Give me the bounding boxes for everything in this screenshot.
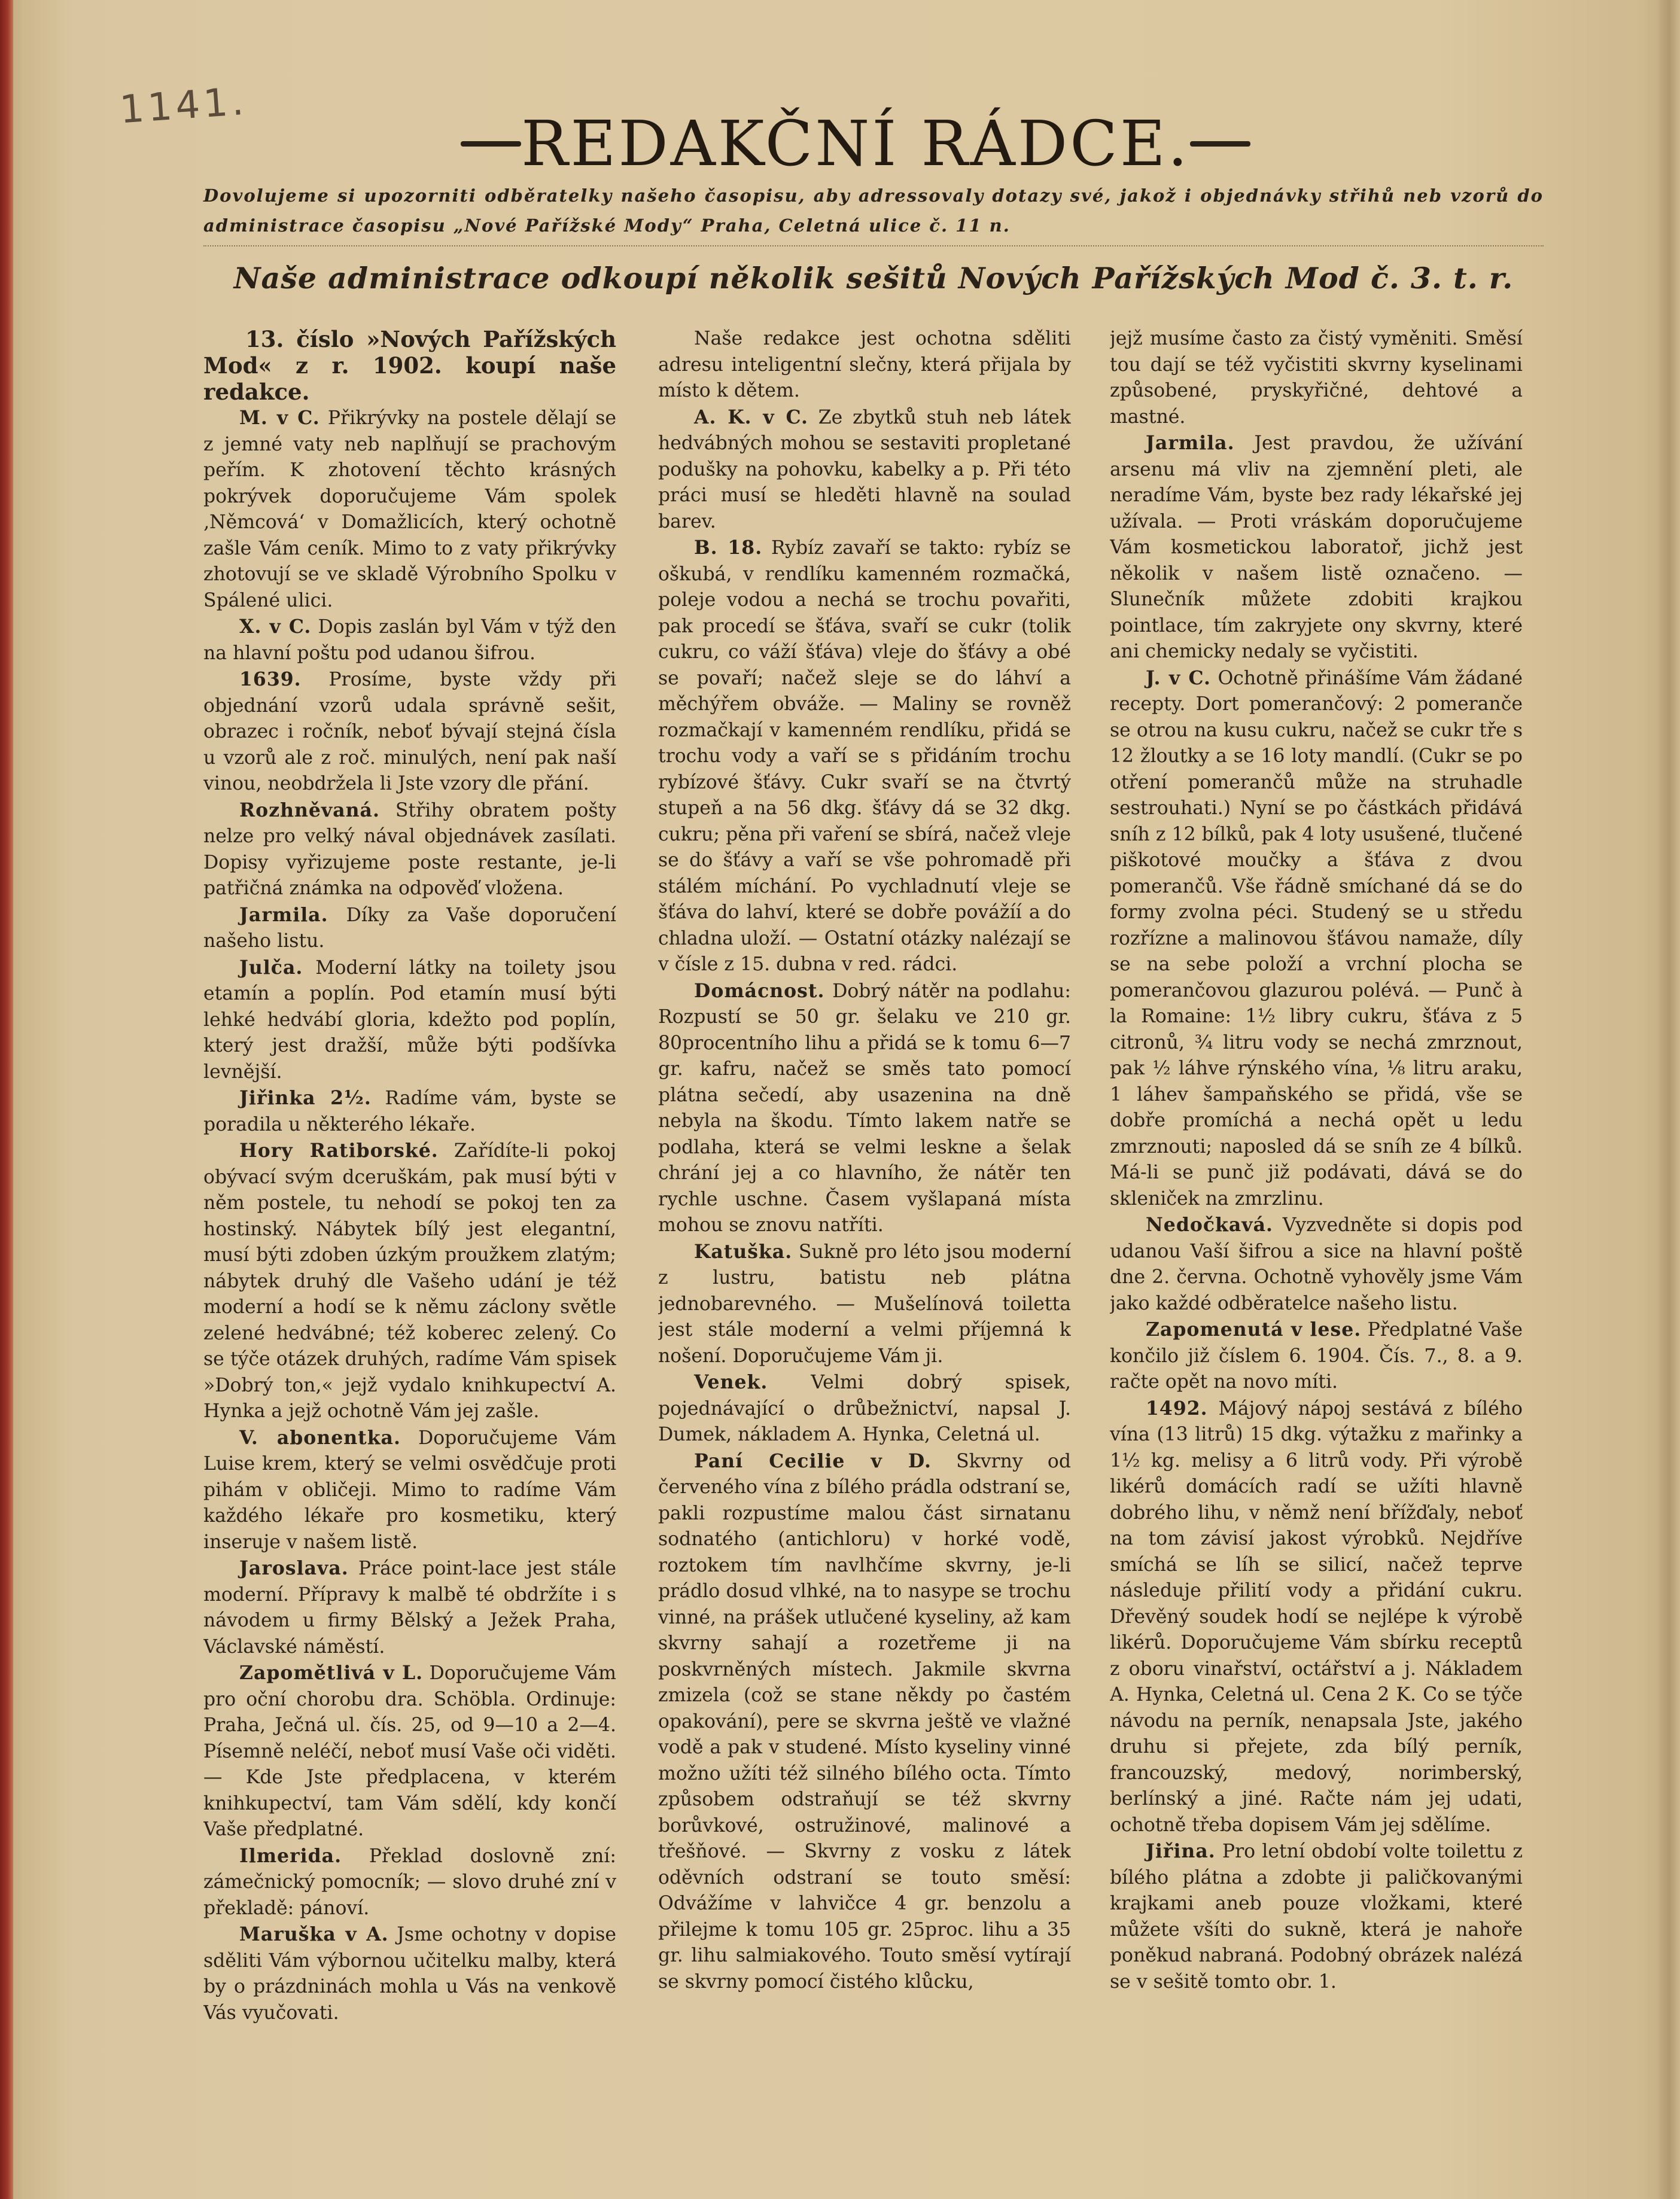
entry-text: Rybíz zavaří se takto: rybíz se oškubá, v rendlíku kamenném rozmačká, poleje vodou a nechá se trochu povařiti, pak procedí se šťáva, svaří se cukr (tolik cukru, co váží šťáva) vleje do šťávy a obé se povaří; načež sleje se do láhví a měchýřem obváže. — Maliny se rovněž rozmačkají v kamenném rendlíku, přidá se trochu vody a vaří se s přidáním trochu rybízové šťávy. Cukr svaří se na čtvrtý stupeň a na 56 dkg. šťávy dá se 32 dkg. cukru; pěna při vaření se sbírá, načež vleje se do šťávy a vaří se vše pohromadě při stálém míchání. Po vychladnutí vleje se šťáva do lahví, které se dobře povážíí a do chladna uloží. — Ostatní otázky nalézají se v čísle z 15. dubna v red. rádci. bbox=[658, 537, 1071, 975]
page-title: REDAKČNÍ RÁDCE. bbox=[521, 107, 1190, 180]
column-3 bbox=[1110, 326, 1523, 2139]
entry-text: Moderní látky na toilety jsou etamín a poplín. Pod etamín musí býti lehké hedvábí gloria, kdežto pod poplín, který jest dražší, může býti podšívka levnější. bbox=[203, 957, 616, 1083]
entry-text: Dobrý nátěr na podlahu: Rozpustí se 50 gr. šelaku ve 210 gr. 80procentního lihu a přidá se k tomu 6—7 gr. kafru, načež se směs tato pomocí plátna sečedí, aby usazenina na dně nebyla na škodu. Tímto lakem natře se podlaha, která se velmi leskne a šelak chrání jej a co hlavního, že nátěr ten rychle uschne. Časem vyšlapaná místa mohou se znovu natříti. bbox=[658, 980, 1071, 1236]
answer-entry bbox=[1110, 1396, 1523, 1839]
entry-text: Předplatné Vaše končilo již číslem 6. 1904. Čís. 7., 8. a 9. račte opět na novo míti. bbox=[1110, 1319, 1523, 1393]
entry-text: Skvrny od červeného vína z bílého prádla odstraní se, pakli rozpustíme malou část sirnatanu sodnatého (antichloru) v horké vodě, roztokem tím navlhčíme skvrny, je-li prádlo dosud vlhké, na to nasype se trochu vinné, na prášek utlučené kyseliny, až kam skvrny sahají a rozetřeme ji na poskvrněných místech. Jakmile skvrna zmizela (což se stane někdy po častém opakování), pere se skvrna ještě ve vlažné vodě a pak v studené. Místo kyseliny vinné možno užíti též silného bílého octa. Tímto způsobem odstraňují se též skvrny borůvkové, ostružinové, malinové a třešňové. — Skvrny z vosku z látek oděvních odstraní se touto směsí: Odvážíme v lahvičce 4 gr. benzolu a přilejme k tomu 105 gr. 25proc. lihu a 35 gr. lihu salmiakového. Touto směsí vytírají se skvrny pomocí čistého klůcku, bbox=[658, 1450, 1071, 1993]
answer-entry bbox=[658, 978, 1071, 1239]
entry-heading: M. v C. bbox=[239, 407, 320, 429]
answer-entry bbox=[203, 1660, 616, 1843]
entry-text: Pro letní období volte toilettu z bílého plátna a zdobte ji paličkovanými krajkami aneb pouze vložkami, které můžete všíti do sukně, která je nahoře poněkud nabraná. Podobný obrázek nalézá se v sešitě tomto obr. 1. bbox=[1110, 1841, 1523, 1993]
entry-heading: J. v C. bbox=[1146, 666, 1212, 689]
column-2 bbox=[658, 326, 1071, 2139]
entry-heading: Paní Cecilie v D. bbox=[694, 1449, 932, 1472]
lead-paragraph: 13. číslo »Nových Pařížských Mod« z r. 1902. koupí naše redakce. bbox=[203, 326, 616, 405]
answer-entry bbox=[203, 1843, 616, 1922]
continued-paragraph: jejž musíme často za čistý vyměniti. Směsí tou dají se též vyčistiti skvrny kyselinami způsobené, pryskyřičné, dehtové a mastné. bbox=[1110, 328, 1523, 428]
answer-entry bbox=[203, 1085, 616, 1138]
entry-text: Střihy obratem pošty nelze pro velký nával objednávek zasílati. Dopisy vyřizujeme poste restante, je-li patřičná známka na odpověď vložena. bbox=[203, 799, 616, 899]
entry-heading: 1639. bbox=[239, 668, 302, 690]
entry-heading: A. K. v C. bbox=[694, 406, 808, 428]
title-rule-right bbox=[1190, 141, 1250, 147]
entry-text: Dopis zaslán byl Vám v týž den na hlavní poštu pod udanou šifrou. bbox=[203, 616, 616, 664]
answer-entry bbox=[1110, 1317, 1523, 1396]
entry-heading: Jaroslava. bbox=[239, 1557, 349, 1579]
entry-heading: Zapomětlivá v L. bbox=[239, 1662, 424, 1684]
entry-text: Velmi dobrý spisek, pojednávající o drůbežnictví, napsal J. Dumek, nákladem A. Hynka, Celetná ul. bbox=[658, 1372, 1071, 1445]
answer-entry bbox=[203, 955, 616, 1086]
title-rule-left bbox=[461, 141, 521, 147]
entry-text: Zařídíte-li pokoj obývací svým dceruškám, pak musí býti v něm postele, tu nehodí se pokoj ten za hostinský. Nábytek bílý jest elegantní, musí býti zdoben úzkým proužkem zlatým; nábytek druhý dle Vašeho udání je též moderní a hodí se k němu záclony světle zelené hedvábné; též koberec zelený. Co se týče otázek druhých, radíme Vám spisek »Dobrý ton,« jejž vydalo knihkupectví A. Hynka a jejž ochotně Vám jej zašle. bbox=[203, 1140, 616, 1422]
answer-entry bbox=[658, 535, 1071, 978]
answer-entry bbox=[203, 405, 616, 614]
page-edge bbox=[1658, 0, 1680, 2199]
column-1 bbox=[203, 326, 616, 2139]
entry-text: Ze zbytků stuh neb látek hedvábných mohou se sestaviti propletané podušky na pohovku, kabelky a p. Při této práci musí se hleděti hlavně na soulad barev. bbox=[658, 406, 1071, 532]
entry-text: Doporučujeme Vám Luise krem, který se velmi osvědčuje proti pihám v obličeji. Mimo to radíme Vám každého lékaře pro kosmetiku, který inseruje v našem listě. bbox=[203, 1427, 616, 1553]
answer-entry bbox=[658, 1239, 1071, 1370]
entry-heading: Jiřina. bbox=[1146, 1840, 1216, 1862]
entry-heading: Domácnost. bbox=[694, 979, 825, 1002]
entry-heading: Hory Ratiborské. bbox=[239, 1140, 439, 1162]
answer-entry bbox=[203, 614, 616, 666]
answer-entry bbox=[203, 797, 616, 902]
answer-entry bbox=[1110, 665, 1523, 1213]
intro-paragraph: Naše redakce jest ochotna sděliti adresu inteligentní slečny, která přijala by místo k dětem. bbox=[658, 328, 1071, 401]
entry-text: Díky za Vaše doporučení našeho listu. bbox=[203, 904, 616, 952]
handwritten-margin-note: 1141. bbox=[118, 79, 249, 133]
answer-entry bbox=[203, 666, 616, 797]
entry-text: Májový nápoj sestává z bílého vína (13 litrů) 15 dkg. výtažku z mařinky a 1½ kg. melisy a 6 litrů vody. Při výrobě likérů domácích radí se užíti hlavně dobrého lihu, v němž není břížďaly, neboť na tom závisí jakost výrobků. Nejdříve smíchá se líh se silicí, načež teprve následuje přilití vody a přidání cukru. Dřevěný soudek hodí se nejlépe k výrobě likérů. Doporučujeme Vám sbírku receptů z oboru vinařství, octářství a j. Nákladem A. Hynka, Celetná ul. Cena 2 K. Co se týče návodu na perník, nenapsala Jste, jakého druhu si přejete, zda bílý perník, francouzský, medový, norimberský, berlínský a jiné. Račte nám jej udati, ochotně třeba dopisem Vám jej sdělíme. bbox=[1110, 1397, 1523, 1836]
answer-entry bbox=[658, 404, 1071, 535]
entry-heading: Jarmila. bbox=[239, 903, 328, 926]
answer-entry bbox=[1110, 430, 1523, 665]
entry-text: Práce point-lace jest stále moderní. Přípravy k malbě té obdržíte i s návodem u firmy Bělský a Ježek Praha, Václavské náměstí. bbox=[203, 1558, 616, 1658]
answer-entry bbox=[203, 1138, 616, 1425]
entry-heading: V. abonentka. bbox=[239, 1426, 401, 1449]
entry-text: Sukně pro léto jsou moderní z lustru, batistu neb plátna jednobarevného. — Mušelínová toiletta jest stále moderní a velmi příjemná k nošení. Doporučujeme Vám ji. bbox=[658, 1241, 1071, 1367]
answer-entry bbox=[658, 1369, 1071, 1448]
entry-heading: Julča. bbox=[239, 956, 303, 979]
entry-text: Radíme vám, byste se poradila u některého lékaře. bbox=[203, 1088, 616, 1135]
entry-heading: 1492. bbox=[1146, 1397, 1208, 1420]
answer-entry bbox=[1110, 1838, 1523, 1995]
dotted-divider bbox=[203, 245, 1544, 248]
binding-spine bbox=[0, 0, 13, 2199]
entry-heading: Jarmila. bbox=[1146, 432, 1235, 454]
entry-heading: Ilmerida. bbox=[239, 1844, 342, 1867]
answer-entry bbox=[1110, 1212, 1523, 1317]
entry-heading: B. 18. bbox=[694, 537, 763, 559]
entry-heading: Maruška v A. bbox=[239, 1923, 389, 1945]
entry-heading: Nedočkavá. bbox=[1146, 1214, 1273, 1236]
answer-entry bbox=[203, 902, 616, 955]
entry-text: Prosíme, byste vždy při objednání vzorů udala správně sešit, obrazec i ročník, neboť bývají stejná čísla u vzorů ale z roč. minulých, není pak naší vinou, neobdržela li Jste vzory dle přání. bbox=[203, 669, 616, 794]
announcement: Naše administrace odkoupí několik sešitů Nových Pařížských Mod č. 3. t. r. bbox=[233, 261, 1514, 296]
entry-heading: X. v C. bbox=[239, 616, 312, 638]
entry-heading: Zapomenutá v lese. bbox=[1146, 1318, 1362, 1341]
entry-heading: Venek. bbox=[694, 1371, 768, 1393]
entry-text: Vyzvedněte si dopis pod udanou Vaší šifrou a sice na hlavní poště dne 2. června. Ochotně vyhověly jsme Vám jako každé odběratelce našeho listu. bbox=[1110, 1214, 1523, 1314]
answer-entry bbox=[203, 1555, 616, 1660]
entry-text: Ochotně přinášíme Vám žádané recepty. Dort pomerančový: 2 pomeranče se otrou na kusu cukru, načež se cukr tře s 12 žloutky a se 16 loty mandlí. (Cukr se po otření pomerančů může na struhadle sestrouhati.) Nyní se po částkách přidává sníh z 12 bílků, pak 4 loty usušené, tlučené piškotové moučky a šťáva z dvou pomerančů. Vše řádně smíchané dá se do formy zvolna péci. Studený se u středu rozřízne a malinovou šťávou namaže, díly se na sebe položí a vrchní plocha se pomerančovou glazurou polévá. — Punč à la Romaine: 1½ libry cukru, šťáva z 5 citronů, ¾ litru vody se nechá zmrznout, pak ½ láhve rýnského vína, ⅛ litru araku, 1 láhev šampaňského se přidá, vše se dobře promíchá a nechá opět u ledu zmrznouti; naposled dá se sníh ze 4 bílků. Má-li se punč již podávati, dává se do skleniček na zmrzlinu. bbox=[1110, 667, 1523, 1210]
entry-text: Jest pravdou, že užívání arsenu má vliv na zjemnění pleti, ale neradíme Vám, byste bez rady lékařské jej užívala. — Proti vráskám doporučujeme Vám kosmetickou laboratoř, jichž jest několik v našem listě označeno. — Slunečník můžete zdobiti krajkou pointlace, tím zakryjete ony skvrny, které ani chemicky nedaly se vyčistiti. bbox=[1110, 433, 1523, 662]
entry-heading: Rozhněvaná. bbox=[239, 799, 380, 821]
title-block bbox=[461, 102, 1250, 185]
entry-text: Překlad doslovně zní: zámečnický pomocník; — slovo druhé zní v překladě: pánoví. bbox=[203, 1845, 616, 1919]
entry-text: Přikrývky na postele dělají se z jemné vaty neb naplňují se prachovým peřím. K zhotovení těchto krásných pokrývek doporučujeme Vám spolek ‚Němcová‘ v Domažlicích, který ochotně zašle Vám ceník. Mimo to z vaty přikrývky zhotovují se ve skladě Výrobního Spolku v Spálené ulici. bbox=[203, 407, 616, 611]
entry-heading: Katuška. bbox=[694, 1240, 793, 1263]
entry-text: Doporučujeme Vám pro oční chorobu dra. Schöbla. Ordinuje: Praha, Ječná ul. čís. 25, od 9—10 a 2—4. Písemně neléčí, neboť musí Vaše oči viděti. — Kde Jste předplacena, v kterém knihkupectví, tam Vám sdělí, kdy končí Vaše předplatné. bbox=[203, 1662, 616, 1840]
answer-entry bbox=[203, 1425, 616, 1556]
editorial-notice: Dovolujeme si upozorniti odběratelky našeho časopisu, aby adressovaly dotazy své, jakož i objednávky střihů neb vzorů do administrace časopisu „Nové Pařížské Mody“ Praha, Celetná ulice č. 11 n. bbox=[203, 185, 1544, 236]
entry-text: Jsme ochotny v dopise sděliti Vám výbornou učitelku malby, která by o prázdninách mohla u Vás na venkově Vás vyučovati. bbox=[203, 1924, 616, 2024]
answer-entry bbox=[658, 1448, 1071, 1996]
entry-heading: Jiřinka 2½. bbox=[239, 1087, 372, 1109]
answer-entry bbox=[203, 1921, 616, 2026]
